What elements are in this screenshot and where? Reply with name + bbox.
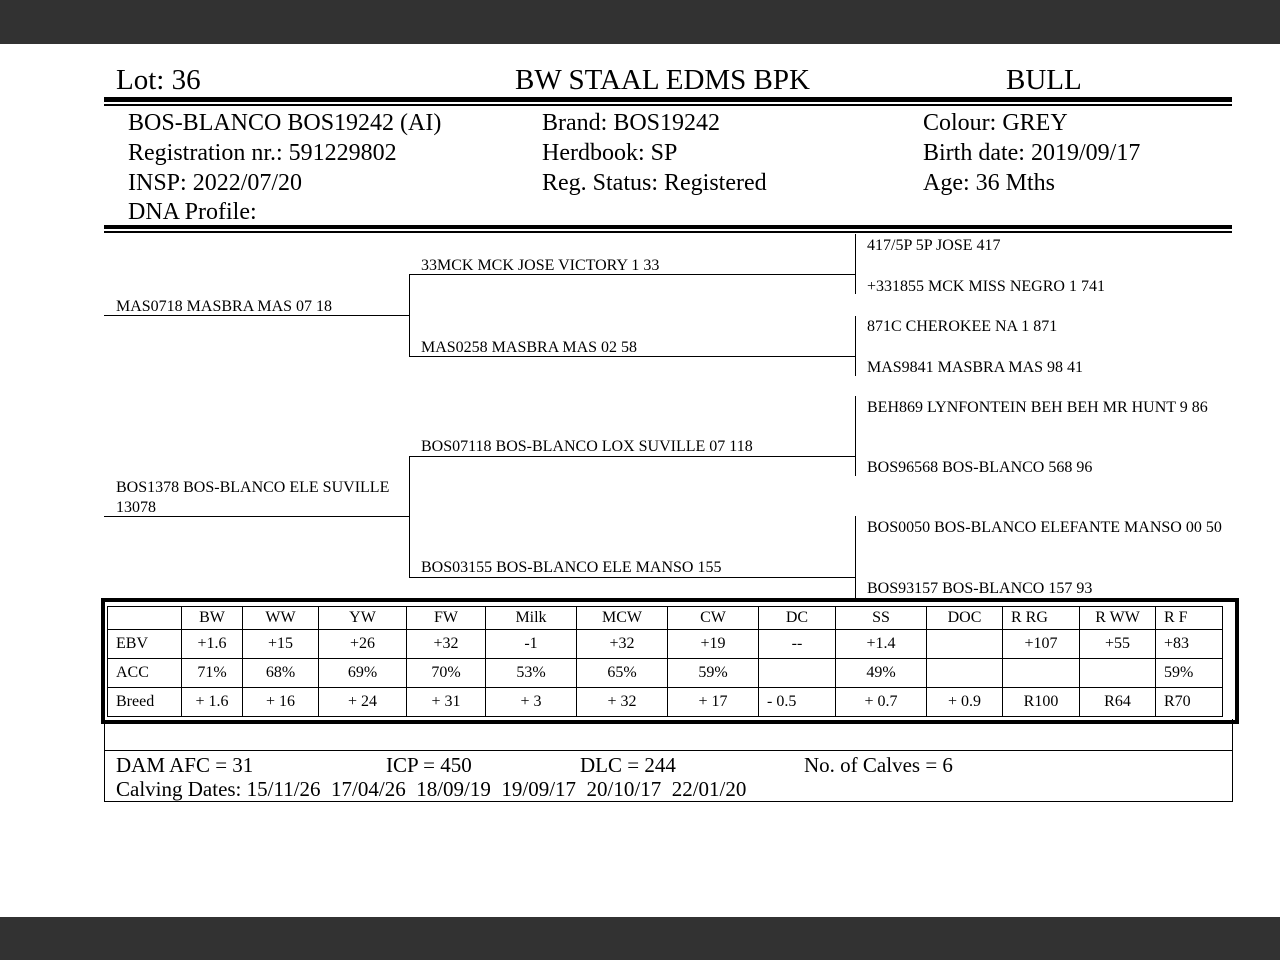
pedigree-dam-dam: BOS03155 BOS-BLANCO ELE MANSO 155 <box>421 559 722 576</box>
dam-info-divider <box>104 750 1232 751</box>
table-cell: 68% <box>243 659 319 688</box>
pedigree-sd-dam: MAS9841 MASBRA MAS 98 41 <box>867 359 1084 376</box>
table-cell: 53% <box>486 659 577 688</box>
ebv-row <box>108 630 1223 659</box>
reg-status: Reg. Status: Registered <box>542 170 767 196</box>
age: Age: 36 Mths <box>923 170 1055 196</box>
table-cell: R100 <box>1003 688 1080 717</box>
pedigree-dam-line <box>104 516 409 517</box>
header-cell: Milk <box>486 607 577 630</box>
table-cell: 71% <box>182 659 243 688</box>
pedigree-ss-sire: 417/5P 5P JOSE 417 <box>867 237 1001 254</box>
table-cell: R70 <box>1156 688 1223 717</box>
header-rule-thick <box>104 97 1232 102</box>
table-cell: + 16 <box>243 688 319 717</box>
pedigree-dd-bracket <box>855 516 856 598</box>
pedigree-ds-bracket <box>855 396 856 476</box>
table-cell <box>1003 659 1080 688</box>
pedigree-ds-dam: BOS96568 BOS-BLANCO 568 96 <box>867 459 1093 476</box>
insp-date: INSP: 2022/07/20 <box>128 170 303 196</box>
pedigree-sire: MAS0718 MASBRA MAS 07 18 <box>116 298 333 315</box>
table-cell <box>927 630 1003 659</box>
brand: Brand: BOS19242 <box>542 110 721 136</box>
header-cell: SS <box>836 607 927 630</box>
info-rule-thin <box>104 231 1232 233</box>
pedigree-dd-sire: BOS0050 BOS-BLANCO ELEFANTE MANSO 00 50 <box>867 519 1222 536</box>
header-cell <box>108 607 182 630</box>
table-cell: +1.4 <box>836 630 927 659</box>
header-cell: CW <box>668 607 759 630</box>
table-cell: +1.6 <box>182 630 243 659</box>
table-cell: + 3 <box>486 688 577 717</box>
table-cell: + 31 <box>407 688 486 717</box>
table-cell: + 0.9 <box>927 688 1003 717</box>
table-cell: +19 <box>668 630 759 659</box>
table-cell: 59% <box>1156 659 1223 688</box>
pedigree-dam-sire-line <box>409 456 855 457</box>
animal-name: BOS-BLANCO BOS19242 (AI) <box>128 110 442 136</box>
table-cell: + 24 <box>319 688 407 717</box>
table-cell: +107 <box>1003 630 1080 659</box>
table-cell: +26 <box>319 630 407 659</box>
header-cell: WW <box>243 607 319 630</box>
pedigree-dam-bracket <box>409 456 410 577</box>
table-cell: + 0.7 <box>836 688 927 717</box>
table-cell: 70% <box>407 659 486 688</box>
top-dark-bar <box>0 0 1280 44</box>
dam-afc: DAM AFC = 31 <box>116 753 254 777</box>
pedigree-sire-sire: 33MCK MCK JOSE VICTORY 1 33 <box>421 257 660 274</box>
table-cell: +83 <box>1156 630 1223 659</box>
breed-row <box>108 688 1223 717</box>
colour: Colour: GREY <box>923 110 1068 136</box>
pedigree-dam: BOS1378 BOS-BLANCO ELE SUVILLE 13078 <box>116 479 390 516</box>
pedigree-sire-dam: MAS0258 MASBRA MAS 02 58 <box>421 339 638 356</box>
table-cell: 65% <box>577 659 668 688</box>
pedigree-sd-sire: 871C CHEROKEE NA 1 871 <box>867 318 1058 335</box>
animal-type: BULL <box>1006 64 1082 96</box>
header-cell: FW <box>407 607 486 630</box>
header-cell: R RG <box>1003 607 1080 630</box>
pedigree-ds-sire: BEH869 LYNFONTEIN BEH BEH MR HUNT 9 86 <box>867 399 1208 416</box>
birth-date: Birth date: 2019/09/17 <box>923 140 1141 166</box>
bottom-dark-bar <box>0 917 1280 960</box>
header-cell: BW <box>182 607 243 630</box>
ebv-table <box>107 606 1223 717</box>
calving-dates: Calving Dates: 15/11/26 17/04/26 18/09/19 19/09/17 20/10/17 22/01/20 <box>116 777 747 801</box>
table-cell: -1 <box>486 630 577 659</box>
table-cell: +32 <box>577 630 668 659</box>
registration-nr: Registration nr.: 591229802 <box>128 140 397 166</box>
pedigree-dd-dam: BOS93157 BOS-BLANCO 157 93 <box>867 580 1093 597</box>
header-cell: R F <box>1156 607 1223 630</box>
table-cell <box>759 659 836 688</box>
row-label: EBV <box>108 630 182 659</box>
table-cell: 69% <box>319 659 407 688</box>
header-cell: DC <box>759 607 836 630</box>
pedigree-dam-sire: BOS07118 BOS-BLANCO LOX SUVILLE 07 118 <box>421 438 753 455</box>
header-cell: YW <box>319 607 407 630</box>
table-cell: + 1.6 <box>182 688 243 717</box>
table-cell: +15 <box>243 630 319 659</box>
pedigree-sire-sire-line <box>409 274 855 275</box>
table-cell: +32 <box>407 630 486 659</box>
pedigree-sire-bracket <box>409 274 410 357</box>
owner-name: BW STAAL EDMS BPK <box>515 64 810 96</box>
pedigree-sire-line <box>104 315 409 316</box>
lot-number: Lot: 36 <box>116 64 201 96</box>
table-cell <box>1080 659 1156 688</box>
pedigree-ss-dam: +331855 MCK MISS NEGRO 1 741 <box>867 278 1105 295</box>
table-cell: + 17 <box>668 688 759 717</box>
ebv-header-row <box>108 607 1223 630</box>
row-label: Breed <box>108 688 182 717</box>
dna-profile: DNA Profile: <box>128 199 257 225</box>
pedigree-dam-dam-line <box>409 577 855 578</box>
row-label: ACC <box>108 659 182 688</box>
herdbook: Herdbook: SP <box>542 140 678 166</box>
table-cell: +55 <box>1080 630 1156 659</box>
header-rule-thin <box>104 104 1232 106</box>
table-cell: R64 <box>1080 688 1156 717</box>
table-cell: + 32 <box>577 688 668 717</box>
table-cell: - 0.5 <box>759 688 836 717</box>
dlc: DLC = 244 <box>580 753 676 777</box>
no-of-calves: No. of Calves = 6 <box>804 753 953 777</box>
pedigree-ss-bracket <box>855 234 856 294</box>
info-rule-thick <box>104 225 1232 229</box>
pedigree-sd-bracket <box>855 316 856 376</box>
table-cell <box>927 659 1003 688</box>
table-cell: 59% <box>668 659 759 688</box>
table-cell: -- <box>759 630 836 659</box>
table-cell: 49% <box>836 659 927 688</box>
icp: ICP = 450 <box>386 753 472 777</box>
header-cell: R WW <box>1080 607 1156 630</box>
pedigree-sire-dam-line <box>409 356 855 357</box>
header-cell: DOC <box>927 607 1003 630</box>
acc-row <box>108 659 1223 688</box>
header-cell: MCW <box>577 607 668 630</box>
